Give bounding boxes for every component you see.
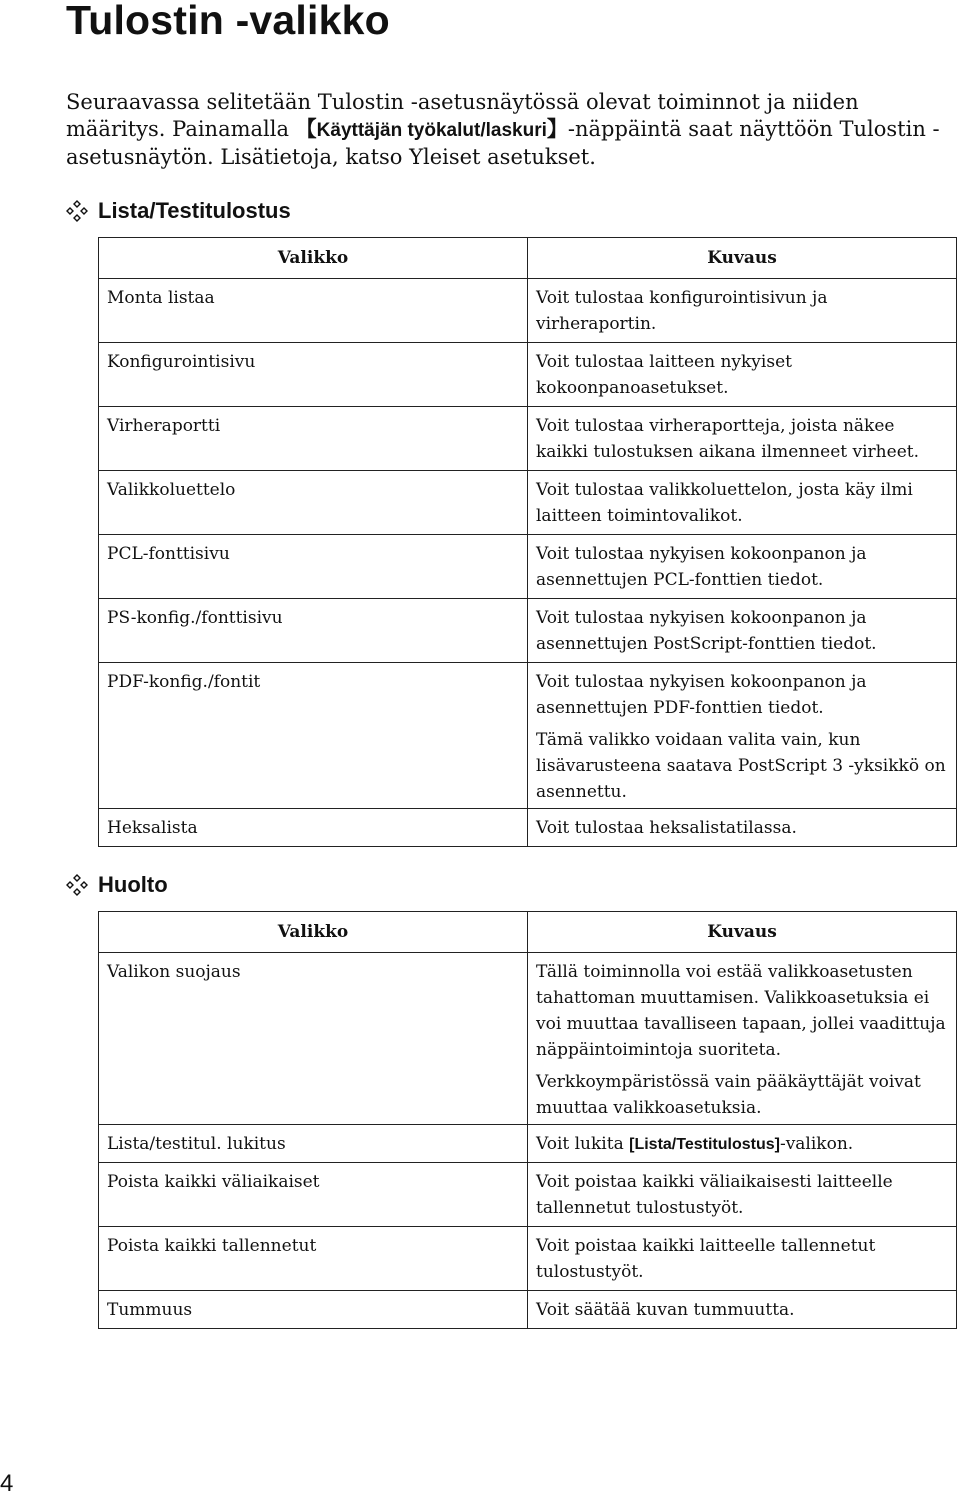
menu-item-name: Tummuus bbox=[107, 1300, 193, 1320]
menu-item-name: Konfigurointisivu bbox=[107, 352, 256, 372]
page-title: Tulostin -valikko bbox=[66, 0, 390, 43]
menu-item-description: Voit tulostaa virheraportteja, joista näkee kaikki tulostuksen aikana ilmenneet virheet. bbox=[536, 416, 919, 462]
section-heading-lista-testitulostus bbox=[66, 196, 291, 226]
column-header-menu: Valikko bbox=[99, 912, 528, 953]
menu-item-name: PDF-konfig./fontit bbox=[107, 672, 261, 692]
menu-item-description: Tällä toiminnolla voi estää valikkoasetusten tahattoman muuttamisen. Valikkoasetuksia ei voi muuttaa tavalliseen tapaan, jollei vaadittuja näppäintoimintoja suoriteta. bbox=[536, 962, 946, 1060]
menu-item-name: PS-konfig./fonttisivu bbox=[107, 608, 283, 628]
lista-testitulostus-table bbox=[98, 237, 957, 847]
menu-item-name: Virheraportti bbox=[107, 416, 221, 436]
menu-item-name: PCL-fonttisivu bbox=[107, 544, 230, 564]
menu-item-description: Voit tulostaa nykyisen kokoonpanon ja asennettujen PCL-fonttien tiedot. bbox=[536, 544, 867, 590]
key-bracket-open: 【 bbox=[295, 117, 317, 141]
menu-item-name: Poista kaikki väliaikaiset bbox=[107, 1172, 320, 1192]
menu-item-name: Monta listaa bbox=[107, 288, 215, 308]
menu-item-description: Voit tulostaa nykyisen kokoonpanon ja asennettujen PDF-fonttien tiedot. bbox=[536, 672, 867, 718]
description-text-after: -valikon. bbox=[779, 1134, 854, 1154]
menu-item-name: Lista/testitul. lukitus bbox=[107, 1134, 286, 1154]
menu-item-description: Voit tulostaa konfigurointisivun ja virheraportin. bbox=[536, 288, 828, 334]
table-row bbox=[99, 1227, 957, 1291]
menu-item-description: Voit tulostaa heksalistatilassa. bbox=[536, 818, 797, 838]
table-row bbox=[99, 279, 957, 343]
huolto-table bbox=[98, 911, 957, 1329]
menu-item-name: Poista kaikki tallennetut bbox=[107, 1236, 317, 1256]
menu-item-description: Voit poistaa kaikki väliaikaisesti laitteelle tallennetut tulostustyöt. bbox=[536, 1172, 893, 1218]
table-row bbox=[99, 1163, 957, 1227]
menu-item-note: Verkkoympäristössä vain pääkäyttäjät voivat muuttaa valikkoasetuksia. bbox=[536, 1072, 921, 1118]
description-text-before: Voit lukita bbox=[536, 1134, 630, 1154]
four-diamond-bullet-icon bbox=[66, 200, 88, 222]
table-row bbox=[99, 953, 957, 1125]
menu-item-description: Voit tulostaa laitteen nykyiset kokoonpanoasetukset. bbox=[536, 352, 792, 398]
lista-testitulostus-key-label: [Lista/Testitulostus] bbox=[629, 1136, 780, 1153]
menu-item-description: Voit tulostaa valikkoluettelon, josta käy ilmi laitteen toimintovalikot. bbox=[536, 480, 913, 526]
table-row bbox=[99, 599, 957, 663]
intro-paragraph bbox=[66, 89, 956, 171]
section-title: Lista/Testitulostus bbox=[98, 198, 291, 223]
table-row bbox=[99, 809, 957, 847]
four-diamond-bullet-icon bbox=[66, 874, 88, 896]
menu-item-description bbox=[536, 1131, 948, 1158]
menu-item-name: Valikon suojaus bbox=[107, 962, 241, 982]
table-row bbox=[99, 1291, 957, 1329]
section-heading-huolto bbox=[66, 870, 168, 900]
menu-item-description: Voit poistaa kaikki laitteelle tallennetut tulostustyöt. bbox=[536, 1236, 876, 1282]
column-header-description: Kuvaus bbox=[528, 912, 957, 953]
column-header-menu: Valikko bbox=[99, 238, 528, 279]
table-row bbox=[99, 471, 957, 535]
page-number: 4 bbox=[0, 1470, 14, 1497]
table-row bbox=[99, 407, 957, 471]
intro-text-before: Seuraavassa selitetään Tulostin -asetusnäytössä olevat toiminnot ja niiden määritys. Painamalla bbox=[66, 90, 859, 141]
column-header-description: Kuvaus bbox=[528, 238, 957, 279]
menu-item-description: Voit säätää kuvan tummuutta. bbox=[536, 1300, 795, 1320]
menu-item-description: Voit tulostaa nykyisen kokoonpanon ja asennettujen PostScript-fonttien tiedot. bbox=[536, 608, 877, 654]
menu-item-note: Tämä valikko voidaan valita vain, kun lisävarusteena saatava PostScript 3 -yksikkö on asennettu. bbox=[536, 730, 946, 802]
menu-item-name: Valikkoluettelo bbox=[107, 480, 236, 500]
menu-item-name: Heksalista bbox=[107, 818, 198, 838]
table-row bbox=[99, 1125, 957, 1163]
intro-text-after: -näppäintä saat näyttöön Tulostin -asetusnäytön. Lisätietoja, katso Yleiset asetukset. bbox=[66, 117, 940, 169]
table-row bbox=[99, 343, 957, 407]
section-title: Huolto bbox=[98, 872, 168, 897]
table-row bbox=[99, 535, 957, 599]
key-bracket-close: 】 bbox=[546, 117, 568, 141]
table-row bbox=[99, 663, 957, 809]
user-tools-key-label: Käyttäjän työkalut/laskuri bbox=[316, 120, 547, 141]
